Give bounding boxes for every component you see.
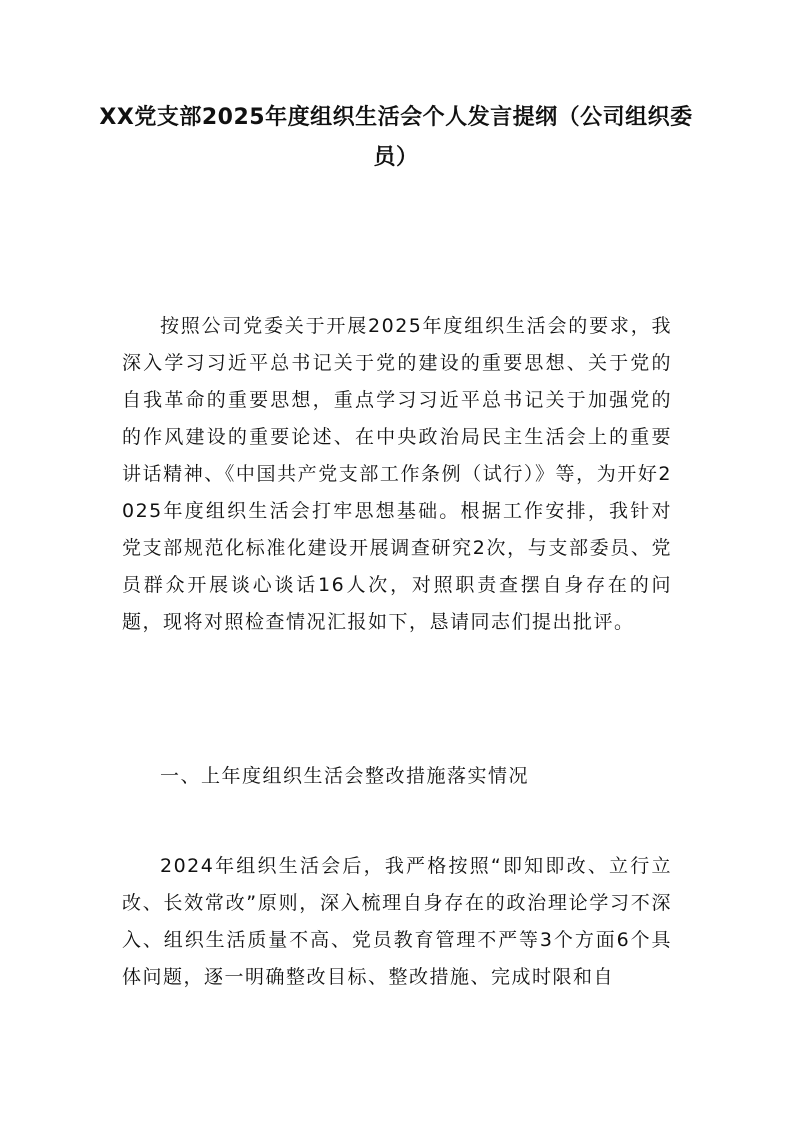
section-heading: 一、上年度组织生活会整改措施落实情况	[160, 765, 530, 787]
body-paragraph: 2024年组织生活会后，我严格按照“即知即改、立行立改、长效常改”原则，深入梳理自身存在的政治理论学习不深入、组织生活质量不高、党员教育管理不严等3个方面6个具体问题，逐一明确整改目标、整改措施、完成时限和自	[122, 855, 672, 988]
document-title: XX党支部2025年度组织生活会个人发言提纲（公司组织委员）	[99, 105, 693, 170]
intro-paragraph: 按照公司党委关于开展2025年度组织生活会的要求，我深入学习习近平总书记关于党的建设的重要思想、关于党的自我革命的重要思想，重点学习习近平总书记关于加强党的的作风建设的重要论述、在中央政治局民主生活会上的重要讲话精神、《中国共产党支部工作条例（试行）》等，为开好2025年度组织生活会打牢思想基础。根据工作安排，我针对党支部规范化标准化建设开展调查研究2次，与支部委员、党员群众开展谈心谈话16人次，对照职责查摆自身存在的问题，现将对照检查情况汇报如下，恳请同志们提出批评。	[122, 315, 672, 633]
